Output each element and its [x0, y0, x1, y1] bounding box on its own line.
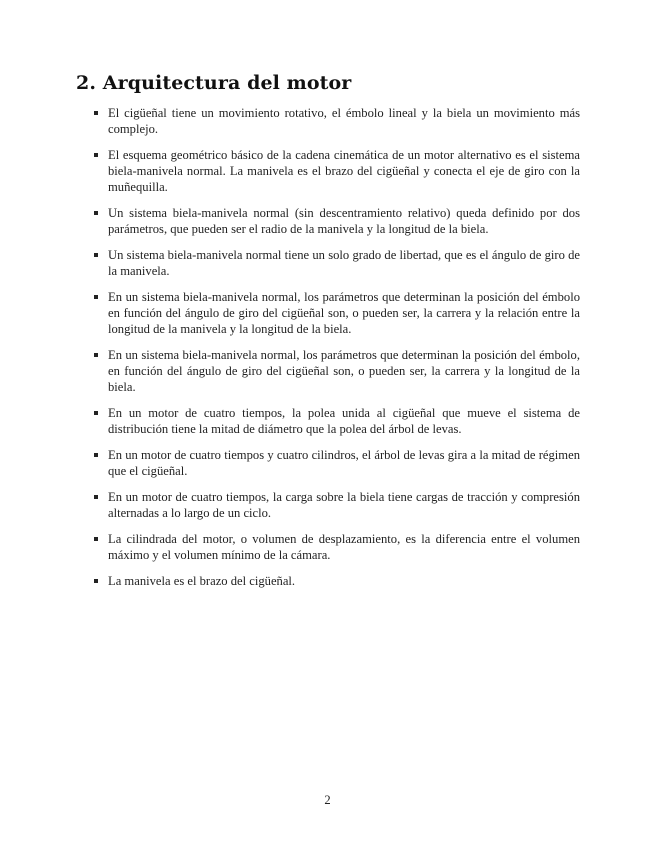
bullet-icon [94, 111, 98, 115]
bullet-icon [94, 295, 98, 299]
page-number: 2 [324, 793, 331, 807]
list-item-text: En un motor de cuatro tiempos, la carga sobre la biela tiene cargas de tracción y compresión alternadas a lo largo de un ciclo. [108, 490, 580, 520]
list-item-text: El cigüeñal tiene un movimiento rotativo, el émbolo lineal y la biela un movimiento más complejo. [108, 106, 580, 136]
bullet-icon [94, 411, 98, 415]
list-item [93, 289, 580, 337]
list-item [93, 347, 580, 395]
list-item-text: En un sistema biela-manivela normal, los parámetros que determinan la posición del émbolo en función del ángulo de giro del cigüeñal son, o pueden ser, la carrera y la relación entre la longitud de la manivela y la longitud de la biela. [108, 290, 580, 336]
list-item [93, 147, 580, 195]
list-item [93, 205, 580, 237]
bullet-icon [94, 211, 98, 215]
list-item-text: El esquema geométrico básico de la cadena cinemática de un motor alternativo es el sistema biela-manivela normal. La manivela es el brazo del cigüeñal y conecta el eje de giro con la muñequilla. [108, 148, 580, 194]
bullet-icon [94, 537, 98, 541]
list-item [93, 531, 580, 563]
bullet-icon [94, 353, 98, 357]
list-item-text: La cilindrada del motor, o volumen de desplazamiento, es la diferencia entre el volumen máximo y el volumen mínimo de la cámara. [108, 532, 580, 562]
bullet-icon [94, 253, 98, 257]
list-item [93, 405, 580, 437]
list-item-text: Un sistema biela-manivela normal (sin descentramiento relativo) queda definido por dos parámetros, que pueden ser el radio de la manivela y la longitud de la biela. [108, 206, 580, 236]
list-item [93, 247, 580, 279]
bullet-list [93, 105, 580, 599]
bullet-icon [94, 495, 98, 499]
list-item-text: La manivela es el brazo del cigüeñal. [108, 574, 296, 588]
bullet-icon [94, 579, 98, 583]
list-item [93, 447, 580, 479]
list-item-text: En un motor de cuatro tiempos y cuatro cilindros, el árbol de levas gira a la mitad de régimen que el cigüeñal. [108, 448, 580, 478]
list-item [93, 105, 580, 137]
section-title: 2. Arquitectura del motor [76, 72, 352, 94]
list-item [93, 489, 580, 521]
list-item-text: Un sistema biela-manivela normal tiene un solo grado de libertad, que es el ángulo de giro de la manivela. [108, 248, 580, 278]
list-item [93, 573, 580, 589]
list-item-text: En un motor de cuatro tiempos, la polea unida al cigüeñal que mueve el sistema de distribución tiene la mitad de diámetro que la polea del árbol de levas. [108, 406, 580, 436]
bullet-icon [94, 453, 98, 457]
bullet-icon [94, 153, 98, 157]
list-item-text: En un sistema biela-manivela normal, los parámetros que determinan la posición del émbolo, en función del ángulo de giro del cigüeñal son, o pueden ser, la carrera y la longitud de la biela. [108, 348, 580, 394]
